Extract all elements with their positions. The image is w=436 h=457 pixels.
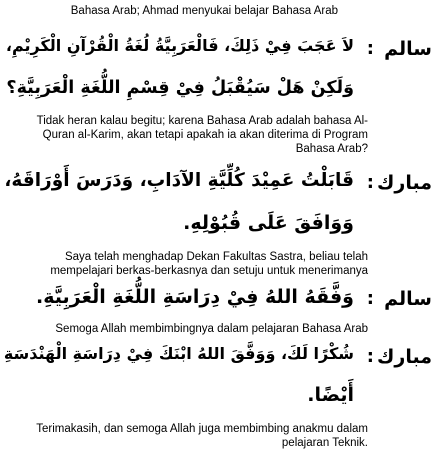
translation-line: Bahasa Arab; Ahmad menyukai belajar Bahasa Arab bbox=[70, 5, 338, 17]
translation-line: Terimakasih, dan semoga Allah juga membimbing anakmu dalam bbox=[36, 423, 368, 435]
speaker-name: مبارك bbox=[376, 346, 432, 368]
speaker-colon: : bbox=[366, 346, 374, 367]
speaker-name: مبارك bbox=[376, 172, 432, 194]
speaker-colon: : bbox=[366, 288, 374, 309]
translation-line: Semoga Allah membimbingnya dalam pelajaran Bahasa Arab bbox=[55, 323, 368, 335]
arabic-line: وَوَافَقَ عَلَى قُبُوْلِهِ. bbox=[183, 212, 354, 234]
translation-line: Quran al-Karim, akan tetapi apakah ia akan diterima di Program bbox=[42, 129, 368, 141]
translation-line: mempelajari berkas-berkasnya dan setuju untuk menerimanya bbox=[50, 265, 368, 277]
arabic-line: شُكْرًا لَكَ، وَوَفَّقَ اللهُ ابْنَكَ فِيْ دِرَاسَةِ الْهَنْدَسَةِ bbox=[3, 344, 354, 363]
translation-line: Tidak heran kalau begitu; karena Bahasa Arab adalah bahasa Al- bbox=[36, 115, 368, 127]
arabic-line: أَيْضًا. bbox=[307, 384, 354, 406]
speaker-colon: : bbox=[366, 38, 374, 59]
translation-line: pelajaran Teknik. bbox=[281, 437, 368, 449]
arabic-line: قَابَلْتُ عَمِيْدَ كُلِّيَّةِ الآدَابِ، وَدَرَسَ أَوْرَاقَهُ، bbox=[4, 170, 354, 191]
translation-line: Bahasa Arab? bbox=[295, 143, 368, 155]
speaker-name: سالم bbox=[384, 288, 432, 310]
speaker-name: سالم bbox=[384, 38, 432, 60]
arabic-line: لاَ عَجَبَ فِيْ ذَلِكَ، فَالْعَرَبِيَّةُ لُغَةُ الْقُرْآنِ الْكَرِيْمِ، bbox=[5, 36, 354, 55]
arabic-line: وَلَكِنْ هَلْ سَيُقْبَلُ فِيْ قِسْمِ اللُّغَةِ الْعَرَبِيَّةِ؟ bbox=[6, 78, 354, 98]
arabic-line: وَفَّقَهُ اللهُ فِيْ دِرَاسَةِ اللُّغَةِ الْعَرَبِيَّةِ. bbox=[36, 286, 354, 308]
speaker-colon: : bbox=[366, 172, 374, 193]
translation-line: Saya telah menghadap Dekan Fakultas Sastra, beliau telah bbox=[64, 251, 368, 263]
